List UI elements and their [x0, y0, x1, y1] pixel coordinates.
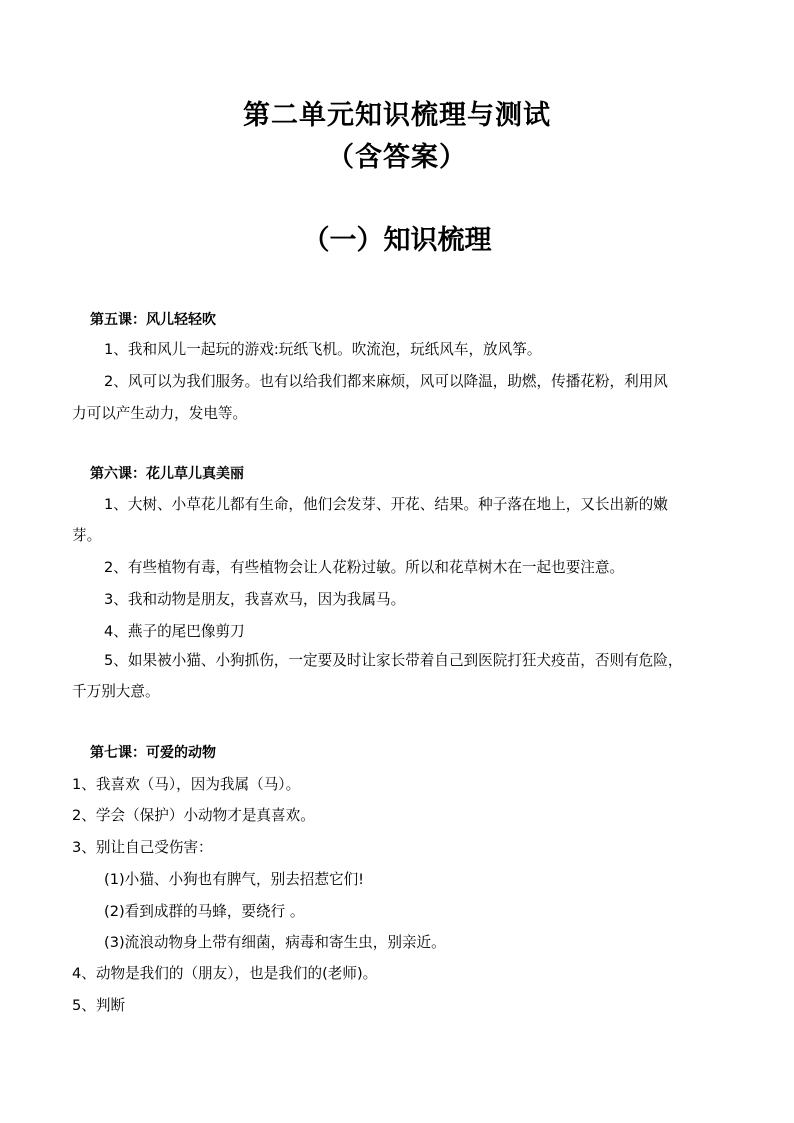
lesson6-heading: 第六课：花儿草儿真美丽	[90, 466, 244, 482]
lesson6-item-3: 3、我和动物是朋友，我喜欢马，因为我属马。	[104, 591, 406, 608]
document-subtitle: （含答案）	[327, 142, 467, 173]
lesson7-item-1: 1、我喜欢（马），因为我属（马）。	[72, 776, 301, 793]
document-title: 第二单元知识梳理与测试	[243, 100, 551, 131]
lesson7-item-5: 5、判断	[72, 997, 126, 1014]
lesson7-heading: 第七课：可爱的动物	[90, 745, 216, 761]
lesson7-item-4: 4、动物是我们的（朋友），也是我们的(老师)。	[72, 965, 378, 982]
lesson5-heading: 第五课：风儿轻轻吹	[90, 312, 216, 328]
lesson5-item-2-cont: 力可以产生动力，发电等。	[72, 405, 248, 422]
lesson6-item-1: 1、大树、小草花儿都有生命，他们会发芽、开花、结果。种子落在地上，又长出新的嫩	[104, 496, 668, 513]
lesson7-item-3a: (1)小猫、小狗也有脾气，别去招惹它们!	[104, 871, 365, 888]
lesson5-item-2: 2、风可以为我们服务。也有以给我们都来麻烦，风可以降温，助燃，传播花粉，利用风	[104, 373, 668, 390]
lesson7-item-2: 2、学会（保护）小动物才是真喜欢。	[72, 807, 315, 824]
lesson6-item-5: 5、如果被小猫、小狗抓伤，一定要及时让家长带着自己到医院打狂犬疫苗，否则有危险，	[104, 652, 683, 669]
lesson6-item-2: 2、有些植物有毒，有些植物会让人花粉过敏。所以和花草树木在一起也要注意。	[104, 559, 625, 576]
lesson6-item-1-cont: 芽。	[72, 527, 102, 544]
lesson6-item-5-cont: 千万别大意。	[72, 683, 160, 700]
lesson7-item-3b: (2)看到成群的马蜂，要绕行 。	[104, 903, 305, 920]
lesson5-item-1: 1、我和风儿一起玩的游戏:玩纸飞机。吹流泡，玩纸风车，放风筝。	[104, 341, 542, 358]
lesson6-item-4: 4、燕子的尾巴像剪刀	[104, 623, 245, 640]
lesson7-item-3: 3、别让自己受伤害：	[72, 839, 213, 856]
section-heading: （一）知识梳理	[302, 225, 492, 256]
lesson7-item-3c: (3)流浪动物身上带有细菌，病毒和寄生虫，别亲近。	[104, 934, 446, 951]
